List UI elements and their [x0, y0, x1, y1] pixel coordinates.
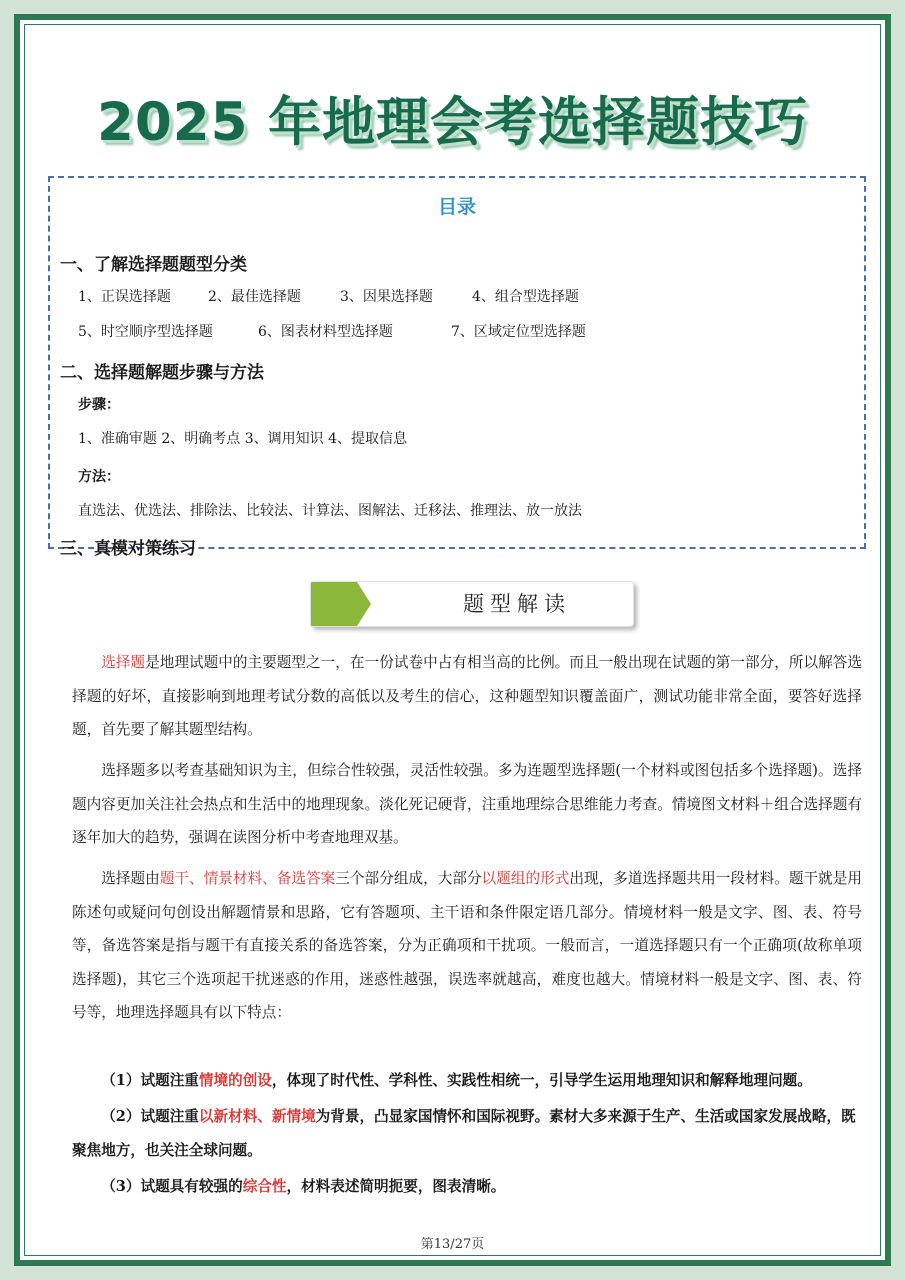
toc-type-item: 1、正误选择题: [78, 289, 171, 305]
document-page: [14, 14, 891, 1266]
toc-section-2: 二、选择题解题步骤与方法: [60, 363, 264, 383]
toc-section-1: 一、了解选择题题型分类: [60, 255, 247, 275]
feature-item-3: [72, 1170, 862, 1204]
highlight-text: 题干、情景材料、备选答案: [159, 870, 336, 887]
highlight-text: 以题组的形式: [481, 870, 570, 887]
toc-types-row-2: [78, 321, 586, 341]
feature-text: 为背景，凸显家国情怀和国际视野。素材大多来源于生产、生活或国家发展战略，既聚焦地方，也关注全球问题。: [72, 1108, 856, 1159]
paragraph-3: [72, 862, 862, 1030]
toc-type-item: 4、组合型选择题: [472, 289, 579, 305]
paragraph-text: 是地理试题中的主要题型之一，在一份试卷中占有相当高的比例。而且一般出现在试题的第一部分，所以解答选择题的好坏，直接影响到地理考试分数的高低以及考生的信心，这种题型知识覆盖面广，测试功能非常全面，要答好选择题，首先要了解其题型结构。: [72, 654, 862, 738]
feature-item-2: [72, 1100, 862, 1167]
toc-types-row-1: [78, 286, 579, 306]
banner-title: 题型解读: [463, 592, 571, 616]
page-number: 第13/27页: [420, 1237, 485, 1252]
feature-text: ，材料表述简明扼要，图表清晰。: [286, 1178, 506, 1195]
banner-tab: [311, 582, 357, 626]
highlight-text: 情境的创设: [198, 1072, 272, 1089]
toc-methods-label: 方法：: [78, 469, 120, 485]
banner-arrow-icon: [357, 582, 371, 626]
toc-type-item: 7、区域定位型选择题: [451, 324, 586, 340]
toc-steps-label: 步骤：: [78, 397, 120, 413]
paragraph-text: 选择题由: [101, 870, 160, 887]
feature-text: ，体现了时代性、学科性、实践性相统一，引导学生运用地理知识和解释地理问题。: [271, 1072, 812, 1089]
paragraph-text: 三个部分组成，大部分: [335, 870, 482, 887]
highlight-text: 选择题: [101, 654, 146, 671]
highlight-text: 以新材料、新情境: [198, 1108, 316, 1125]
toc-type-item: 2、最佳选择题: [208, 289, 301, 305]
page-title: 2025 年地理会考选择题技巧: [97, 92, 808, 153]
feature-item-1: [72, 1064, 862, 1098]
feature-text: （3）试题具有较强的: [101, 1178, 243, 1195]
toc-type-item: 6、图表材料型选择题: [258, 324, 393, 340]
table-of-contents: [48, 176, 866, 559]
paragraph-2: 选择题多以考查基础知识为主，但综合性较强，灵活性较强。多为连题型选择题(一个材料或图包括多个选择题)。选择题内容更加关注社会热点和生活中的地理现象。淡化死记硬背，注重地理综合思维能力考查。情境图文材料＋组合选择题有逐年加大的趋势，强调在读图分析中考查地理双基。: [72, 762, 862, 846]
toc-steps-text: 1、准确审题 2、明确考点 3、调用知识 4、提取信息: [78, 431, 407, 447]
paragraph-text: 出现，多道选择题共用一段材料。题干就是用陈述句或疑问句创设出解题情景和思路，它有答题项、主干语和条件限定语几部分。情境材料一般是文字、图、表、符号等，备选答案是指与题干有直接关系的备选答案，分为正确项和干扰项。一般而言，一道选择题只有一个正确项(故称单项选择题)，其它三个选项起干扰迷惑的作用，迷惑性越强，误选率就越高，难度也越大。情境材料一般是文字、图、表、符号等，地理选择题具有以下特点：: [72, 870, 862, 1021]
toc-type-item: 5、时空顺序型选择题: [78, 324, 213, 340]
section-banner: [310, 581, 638, 631]
toc-heading: 目录: [437, 196, 476, 218]
paragraph-1: [72, 646, 862, 747]
feature-text: （1）试题注重: [101, 1072, 199, 1089]
toc-type-item: 3、因果选择题: [340, 289, 433, 305]
toc-methods-text: 直选法、优选法、排除法、比较法、计算法、图解法、迁移法、推理法、放一放法: [78, 503, 582, 519]
banner-card: [310, 581, 634, 627]
highlight-text: 综合性: [242, 1178, 287, 1195]
toc-section-3: 三、真模对策练习: [60, 539, 196, 559]
feature-text: （2）试题注重: [101, 1108, 199, 1125]
